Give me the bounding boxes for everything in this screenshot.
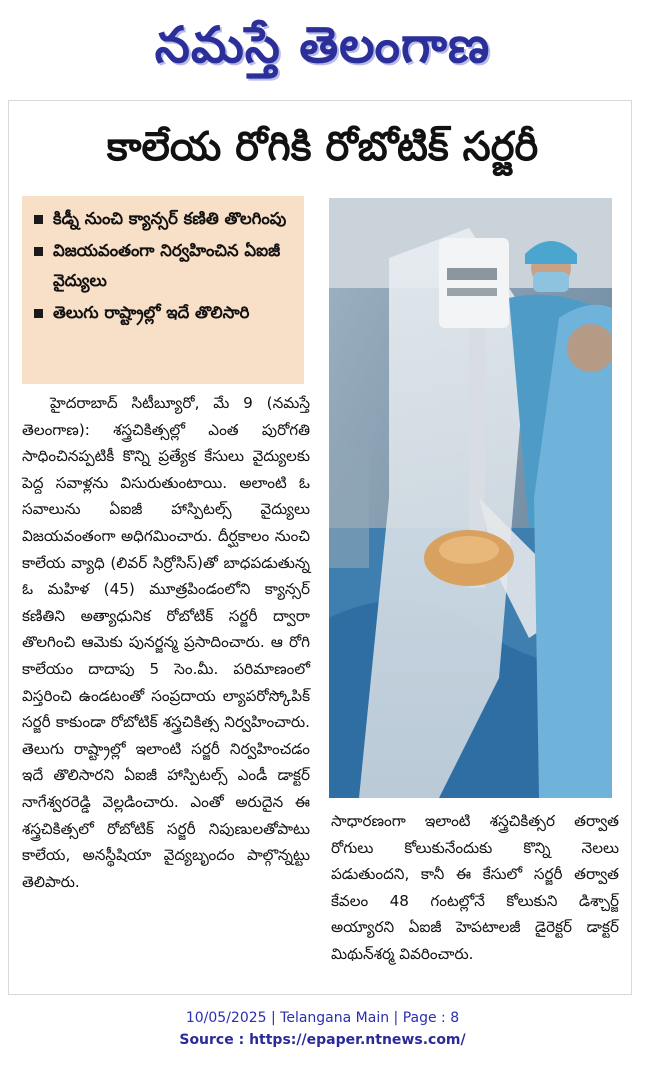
highlight-text: తెలుగు రాష్ట్రాల్లో ఇదే తొలిసారి xyxy=(53,303,250,322)
highlight-text: కిడ్నీ నుంచి క్యాన్సర్ కణితి తొలగింపు xyxy=(53,209,287,228)
highlight-item xyxy=(34,236,296,296)
edition-info: 10/05/2025 | Telangana Main | Page : 8 xyxy=(185,1010,460,1026)
highlight-item xyxy=(34,298,296,328)
article-body-column-1: హైదరాబాద్ సిటీబ్యూరో, మే 9 (నమస్తే తెలంగాణ): శస్త్రచికిత్సల్లో ఎంత పురోగతి సాధించినప్పటికీ కొన్ని ప్రత్యేక కేసులు వైద్యులకు పెద్ద సవాళ్లను విసురుతుంటాయి. అలాంటి ఓ సవాలును ఏఐజీ హాస్పిటల్స్ వైద్యులు విజయవంతంగా అధిగమించారు. దీర్ఘకాలం నుంచి కాలేయ వ్యాధి (లివర్ సిర్రోసిస్)తో బాధపడుతున్న ఓ మహిళ (45) మూత్రపిండంలోని క్యాన్సర్ కణితిని అత్యాధునిక రోబోటిక్ సర్జరీ ద్వారా తొలగించి ఆమెకు పునర్జన్మ ప్రసాదించారు. ఆ రోగి కాలేయం దాదాపు 5 సెం.మీ. పరిమాణంలో విస్తరించి ఉండటంతో సంప్రదాయ ల్యాపరోస్కోపిక్ సర్జరీ కాకుండా రోబోటిక్ శస్త్రచికిత్స నిర్వహించారు. తెలుగు రాష్ట్రాల్లో ఇలాంటి సర్జరీ నిర్వహించడం ఇదే తొలిసారని ఏఐజీ హాస్పిటల్స్ ఎండీ డాక్టర్ నాగేశ్వరరెడ్డి వెల్లడించారు. ఎంతో అరుదైన ఈ శస్త్రచికిత్సలో రోబోటిక్ సర్జరీ నిపుణులతోపాటు కాలేయ, అనస్థీషియా వైద్యబృందం పాల్గొన్నట్టు తెలిపారు. xyxy=(22,394,310,891)
highlight-item xyxy=(34,204,296,234)
bullet-square-icon xyxy=(34,309,43,318)
highlight-text: విజయవంతంగా నిర్వహించిన ఏఐజీ వైద్యులు xyxy=(53,241,281,290)
surgery-photo xyxy=(329,198,612,798)
article-body-column-2: సాధారణంగా ఇలాంటి శస్త్రచికిత్సర తర్వాత రోగులు కోలుకునేందుకు కొన్ని నెలలు పడుతుందని, కానీ ఈ కేసులో సర్జరీ తర్వాత కేవలం 48 గంటల్లోనే కోలుకుని డిశ్చార్జ్ అయ్యారని ఏఐజీ హెపటాలజీ డైరెక్టర్ డాక్టర్ మిథున్‌శర్మ వివరించారు. xyxy=(331,812,619,963)
article-headline: కాలేయ రోగికి రోబోటిక్ సర్జరీ xyxy=(106,124,539,170)
newspaper-masthead: నమస్తే తెలంగాణ xyxy=(154,15,491,74)
highlights-box xyxy=(22,196,304,384)
bullet-square-icon xyxy=(34,215,43,224)
source-link[interactable]: Source : https://epaper.ntnews.com/ xyxy=(179,1032,466,1048)
robotic-surgery-illustration xyxy=(329,198,612,798)
bullet-square-icon xyxy=(34,247,43,256)
